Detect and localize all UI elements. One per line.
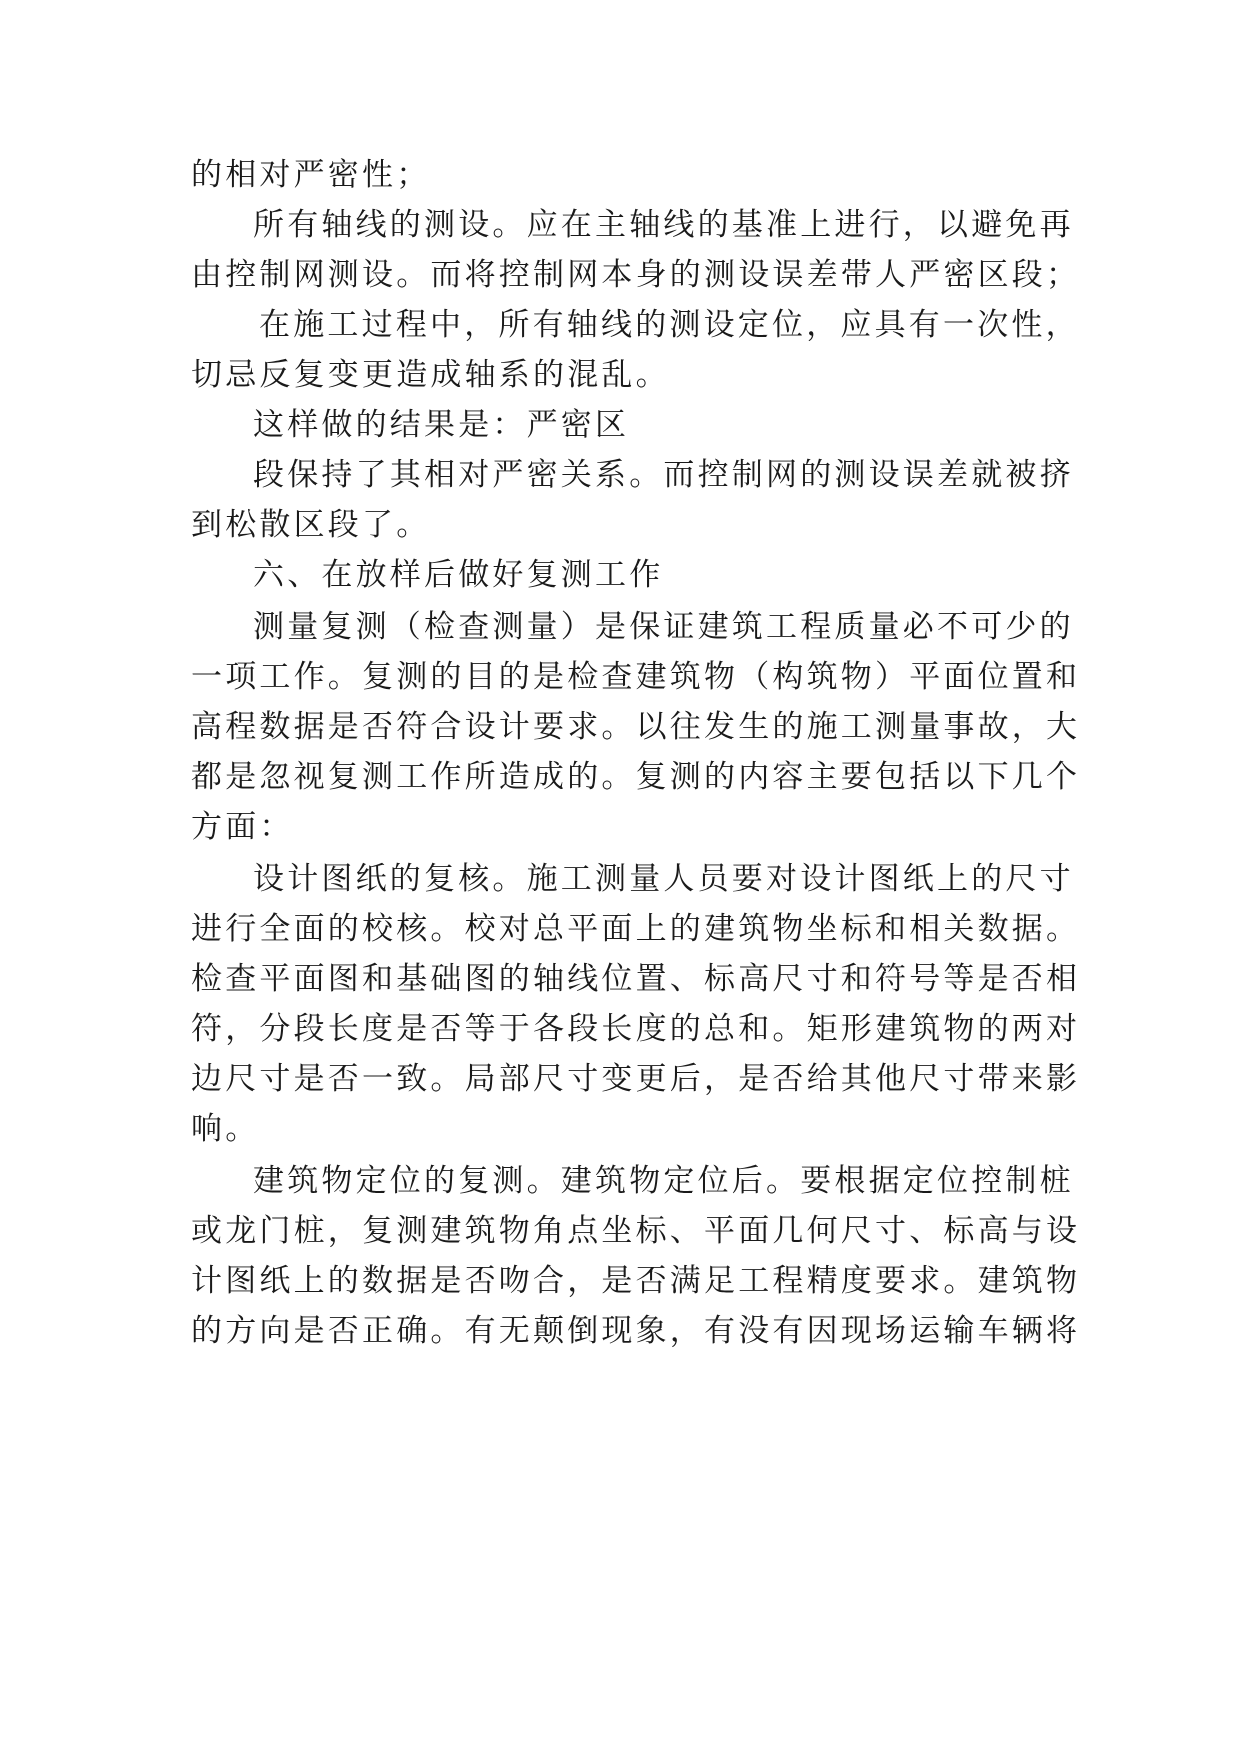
text-line: 在施工过程中，所有轴线的测设定位，应具有一次性， <box>259 307 1080 343</box>
text-line: 高程数据是否符合设计要求。以往发生的施工测量事故，大 <box>191 709 1081 745</box>
text-line: 检查平面图和基础图的轴线位置、标高尺寸和符号等是否相 <box>191 961 1081 997</box>
text-line: 进行全面的校核。校对总平面上的建筑物坐标和相关数据。 <box>191 911 1081 947</box>
text-line: 到松散区段了。 <box>191 507 431 543</box>
section-heading: 六、在放样后做好复测工作 <box>253 557 664 593</box>
text-line: 符，分段长度是否等于各段长度的总和。矩形建筑物的两对 <box>191 1011 1081 1047</box>
text-line: 一项工作。复测的目的是检查建筑物（构筑物）平面位置和 <box>191 659 1081 695</box>
text-line: 段保持了其相对严密关系。而控制网的测设误差就被挤 <box>253 457 1074 493</box>
text-line: 边尺寸是否一致。局部尺寸变更后，是否给其他尺寸带来影 <box>191 1061 1081 1097</box>
text-line: 计图纸上的数据是否吻合，是否满足工程精度要求。建筑物 <box>191 1263 1081 1299</box>
text-line: 的相对严密性； <box>191 157 431 193</box>
text-line: 测量复测（检查测量）是保证建筑工程质量必不可少的 <box>253 609 1074 645</box>
text-line: 由控制网测设。而将控制网本身的测设误差带人严密区段； <box>191 257 1081 293</box>
text-line: 设计图纸的复核。施工测量人员要对设计图纸上的尺寸 <box>253 861 1074 897</box>
text-line: 或龙门桩，复测建筑物角点坐标、平面几何尺寸、标高与设 <box>191 1213 1081 1249</box>
text-line: 都是忽视复测工作所造成的。复测的内容主要包括以下几个 <box>191 759 1081 795</box>
text-line: 所有轴线的测设。应在主轴线的基准上进行，以避免再 <box>253 207 1074 243</box>
text-line: 切忌反复变更造成轴系的混乱。 <box>191 357 670 393</box>
text-line: 这样做的结果是：严密区 <box>253 407 630 443</box>
text-line: 建筑物定位的复测。建筑物定位后。要根据定位控制桩 <box>253 1163 1074 1199</box>
text-line: 的方向是否正确。有无颠倒现象，有没有因现场运输车辆将 <box>191 1313 1081 1349</box>
text-line: 响。 <box>191 1111 260 1147</box>
text-line: 方面： <box>191 809 294 845</box>
